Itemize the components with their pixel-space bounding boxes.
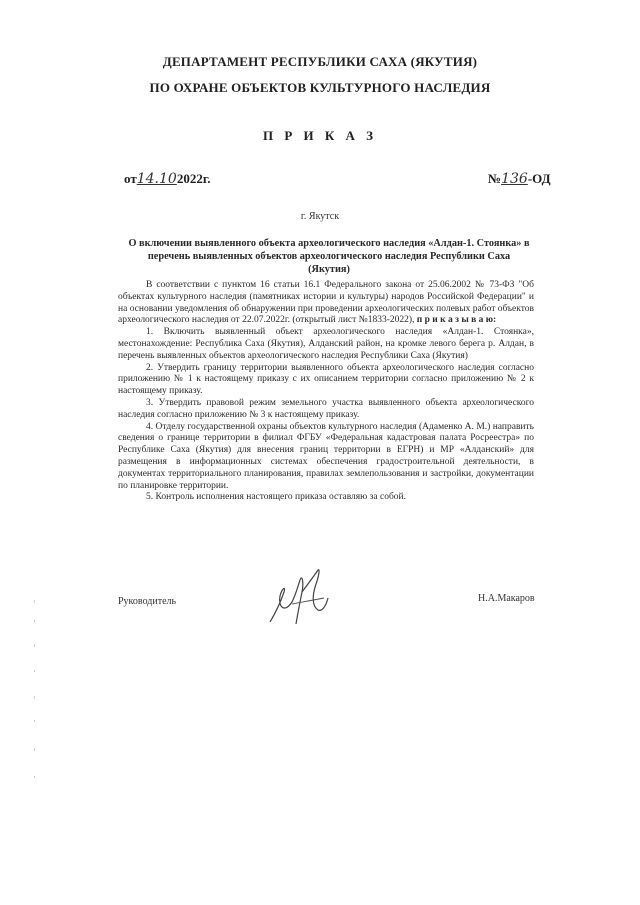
item-1: 1. Включить выявленный объект археологического наследия «Алдан-1. Стоянка», местонахождение: Республика Саха (Якутия), Алданский район, на кромке левого берега р. Алдан, в перечень выявленных объектов археологического наследия Республики Саха (Якутия) [118, 327, 534, 361]
item-3: 3. Утвердить правовой режим земельного участка выявленного объекта археологического наследия согласно приложению № 3 к настоящему приказу. [118, 397, 534, 420]
date-prefix: от [124, 171, 137, 186]
item-4: 4. Отделу государственной охраны объектов культурного наследия (Адаменко А. М.) направить сведения о границе территории в филиал ФГБУ «Федеральная кадастровая палата Росреестра» по Республике Саха (Якутия) для внесения границ территории в ЕГРН) и МР «Алданский» для размещения в информационных системах обеспечения градостроительной деятельности, в документах территориального планирования, правилах землепользования и застройки, документации по планировке территории. [118, 421, 534, 491]
order-number [488, 171, 551, 187]
city: г. Якутск [300, 211, 340, 222]
order-subject: О включении выявленного объекта археологического наследия «Алдан-1. Стоянка» в перечень выявленных объектов археологического наследия Республики Саха (Якутия) [128, 238, 530, 275]
document-type: П Р И К А З [262, 128, 378, 143]
date-handwritten: 14.10 [136, 171, 177, 187]
preamble-paragraph [118, 280, 534, 327]
department-subtitle: ПО ОХРАНЕ ОБЪЕКТОВ КУЛЬТУРНОГО НАСЛЕДИЯ [149, 80, 491, 95]
number-suffix: -ОД [527, 171, 551, 186]
item-5: 5. Контроль исполнения настоящего приказа оставляю за собой. [146, 492, 406, 503]
order-date [124, 171, 211, 187]
handwritten-signature [262, 562, 342, 632]
item-2: 2. Утвердить границу территории выявленного объекта археологического наследия согласно приложению № 1 к настоящему приказу с их описанием территории согласно приложению № 2 к настоящему приказу. [118, 362, 534, 397]
date-year: 2022г. [176, 171, 211, 186]
order-body [118, 280, 534, 504]
department-name: ДЕПАРТАМЕНТ РЕСПУБЛИКИ САХА (ЯКУТИЯ) [162, 54, 478, 69]
signatory-name: Н.А.Макаров [478, 593, 535, 604]
order-word: п р и к а з ы в а ю: [416, 315, 497, 326]
number-handwritten: 136 [501, 171, 528, 187]
scan-margin-marks [33, 600, 37, 800]
number-prefix: № [488, 171, 502, 186]
preamble-text: В соответствии с пунктом 16 статьи 16.1 Федерального закона от 25.06.2002 № 73-ФЗ "Об объектах культурного наследия (памятниках истории и культуры) народов Российской Федерации" и на основании уведомления об обнаружении при проведении археологических полевых работ объектов археологического наследия от 22.07.2022г. (открытый лист №1833-2022), [118, 280, 534, 326]
signature-position: Руководитель [118, 596, 177, 607]
